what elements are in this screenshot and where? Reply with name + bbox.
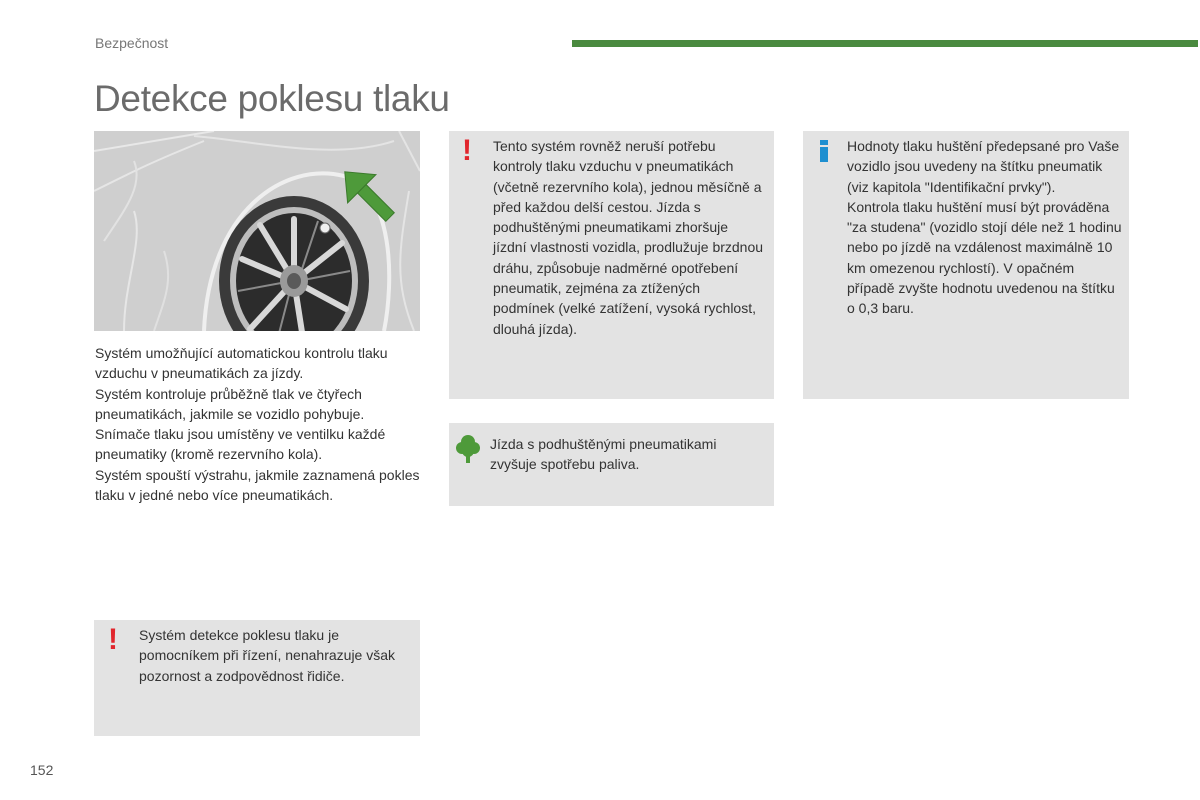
info-box-text [847, 136, 1123, 319]
warning-bottom-paragraph: Systém detekce poklesu tlaku je pomocníkem při řízení, nenahrazuje však pozornost a zodpovědnost řidiče. [139, 627, 396, 684]
header-accent-rule [572, 40, 1198, 47]
intro-line: Snímače tlaku jsou umístěny ve ventilku každé pneumatiky (kromě rezervního kola). [95, 426, 386, 463]
eco-paragraph: Jízda s podhuštěnými pneumatikami zvyšuje spotřebu paliva. [490, 436, 717, 473]
warning-box-bottom-text [139, 625, 411, 686]
section-label: Bezpečnost [95, 35, 169, 51]
info-paragraph: Kontrola tlaku huštění musí být prováděna "za studena" (vozidlo stojí déle než 1 hodinu nebo po jízdě na vzdálenost maximálně 10 km omezenou rychlostí). V opačném případě zvyšte hodnotu uvedenou na štítku o 0,3 baru. [847, 198, 1122, 317]
eco-box-text [490, 434, 765, 475]
exclamation-icon: ! [108, 623, 118, 656]
intro-text [95, 343, 425, 505]
info-paragraph: Hodnoty tlaku huštění předepsané pro Vaše vozidlo jsou uvedeny na štítku pneumatik (viz kapitola "Identifikační prvky"). [847, 138, 1120, 195]
page-title: Detekce poklesu tlaku [94, 78, 450, 119]
exclamation-icon: ! [462, 134, 472, 167]
warning-box-main-text [493, 136, 765, 339]
info-icon [818, 140, 830, 167]
warning-main-paragraph: Tento systém rovněž neruší potřebu kontroly tlaku vzduchu v pneumatikách (včetně rezervního kola), jednou měsíčně a před každou delší cestou. Jízda s podhuštěnými pneumatikami zhoršuje jízdní vlastnosti vozidla, prodlužuje brzdnou dráhu, způsobuje nadměrné opotřebení pneumatik, zejména za ztížených podmínek (velké zatížení, vysoká rychlost, dlouhá jízda). [493, 138, 764, 337]
page-number: 152 [30, 762, 54, 778]
intro-line: Systém kontroluje průběžně tlak ve čtyřech pneumatikách, jakmile se vozidlo pohybuje. [95, 385, 365, 422]
intro-line: Systém spouští výstrahu, jakmile zaznamená pokles tlaku v jedné nebo více pneumatikách. [95, 466, 420, 504]
tree-icon [456, 434, 480, 469]
intro-line: Systém umožňující automatickou kontrolu tlaku vzduchu v pneumatikách za jízdy. [95, 345, 388, 382]
wheel-illustration [94, 131, 420, 331]
